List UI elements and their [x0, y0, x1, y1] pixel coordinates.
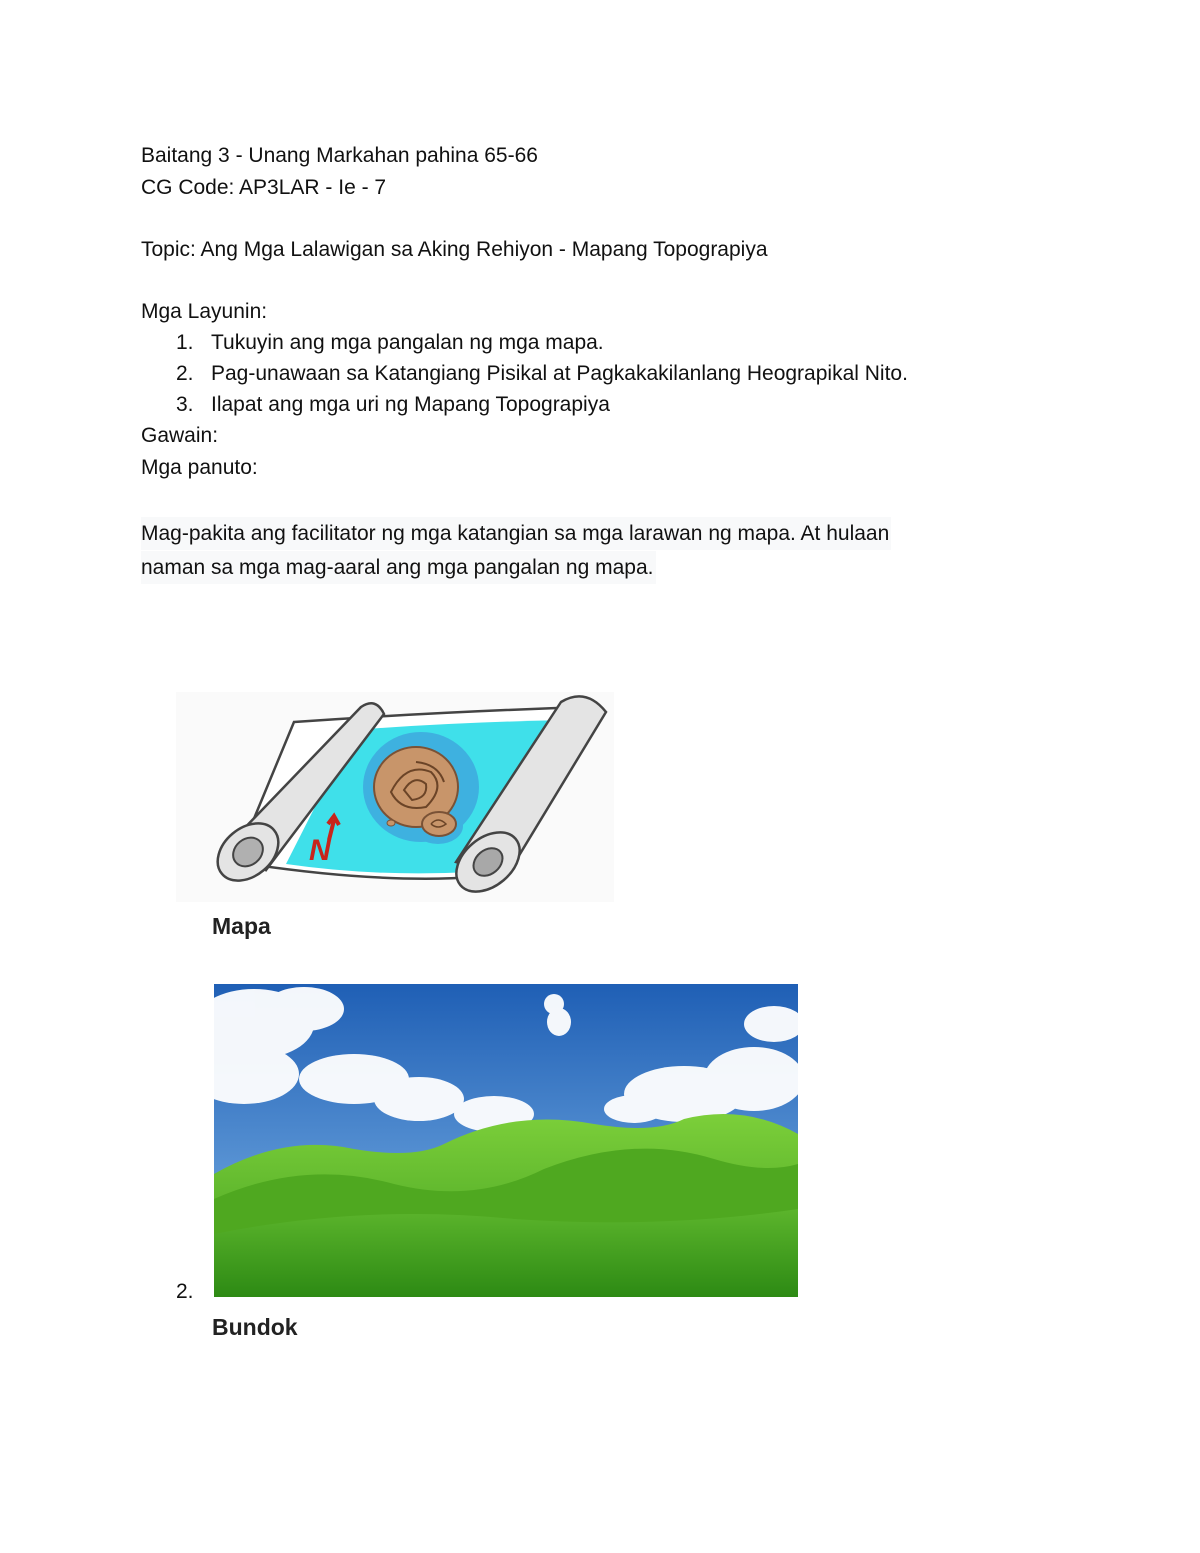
- objective-text: Tukuyin ang mga pangalan ng mga mapa.: [211, 331, 604, 354]
- instructions-line-2: naman sa mga mag-aaral ang mga pangalan ng mapa.: [141, 551, 656, 584]
- north-label: N: [309, 834, 331, 867]
- objective-text: Ilapat ang mga uri ng Mapang Topograpiya: [211, 393, 610, 416]
- figure-1-caption: Mapa: [212, 913, 271, 939]
- instructions-line-1: Mag-pakita ang facilitator ng mga katangian sa mga larawan ng mapa. At hulaan: [141, 517, 891, 550]
- green-hills-image: [214, 984, 798, 1297]
- green-hills-icon: [214, 984, 798, 1297]
- objective-number: 1.: [176, 331, 194, 354]
- scroll-map-image: [176, 692, 614, 902]
- scroll-map-icon: [176, 692, 614, 902]
- objective-number: 3.: [176, 393, 194, 416]
- objectives-heading: Mga Layunin:: [141, 300, 268, 323]
- objective-item: [176, 392, 610, 418]
- instructions-heading: Mga panuto:: [141, 456, 258, 479]
- objective-number: 2.: [176, 362, 194, 385]
- grass-field: [214, 1209, 798, 1297]
- objective-text: Pag-unawaan sa Katangiang Pisikal at Pagkakakilanlang Heograpikal Nito.: [211, 362, 908, 385]
- activity-heading: Gawain:: [141, 424, 219, 447]
- cg-code: CG Code: AP3LAR - Ie - 7: [141, 176, 387, 199]
- figure-2-number: 2.: [176, 1280, 194, 1303]
- topic-line: Topic: Ang Mga Lalawigan sa Aking Rehiyon - Mapang Topograpiya: [141, 238, 768, 261]
- objective-item: [176, 361, 908, 387]
- objective-item: [176, 330, 604, 356]
- grade-line: Baitang 3 - Unang Markahan pahina 65-66: [141, 144, 538, 167]
- figure-2-caption: Bundok: [212, 1314, 298, 1340]
